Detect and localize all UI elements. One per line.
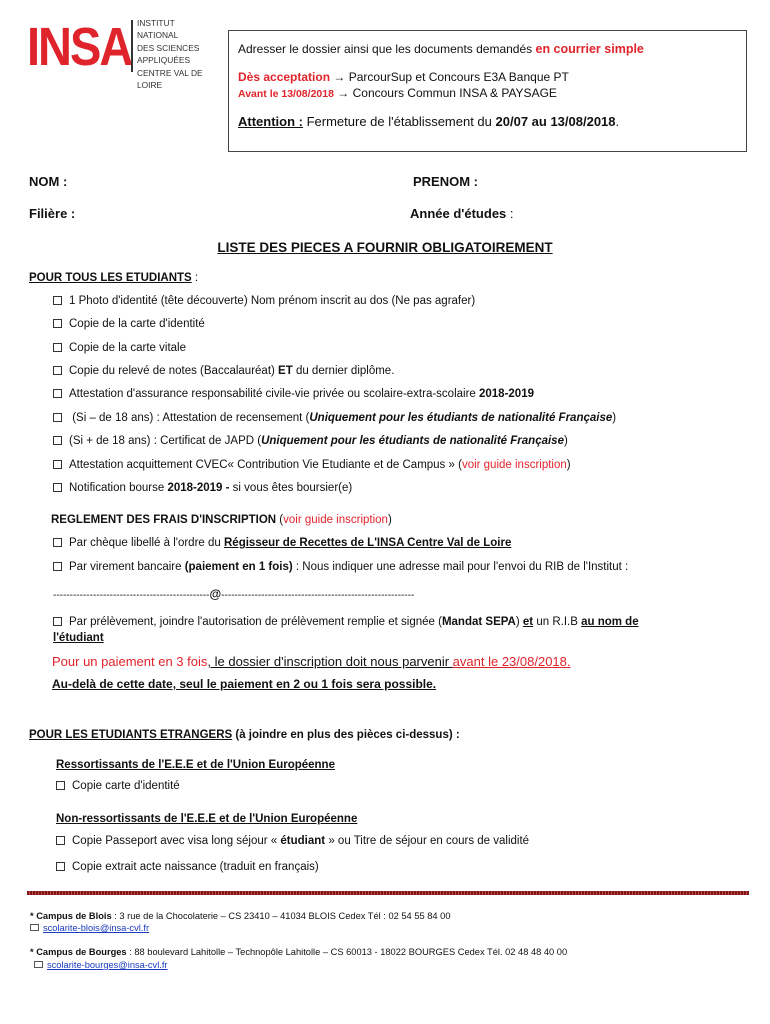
payment-option-transfer[interactable]: Par virement bancaire (paiement en 1 fois) : Nous indiquer une adresse mail pour l'envoi du RIB de l'Institut : [53,561,628,573]
checkbox[interactable] [53,366,62,375]
checkbox[interactable] [53,436,62,445]
checklist-item-eu-id[interactable]: Copie carte d'identité [56,780,180,792]
checkbox[interactable] [53,413,62,422]
checkbox[interactable] [56,781,65,790]
checkbox[interactable] [53,343,62,352]
checkbox[interactable] [53,296,62,305]
annee-field-label: Année d'études : [410,206,514,221]
checkbox[interactable] [53,538,62,547]
shipping-info-box [228,30,747,152]
logo-wordmark: INSA [27,15,132,77]
eu-heading: Ressortissants de l'E.E.E et de l'Union Européenne [56,759,335,771]
checkbox[interactable] [53,483,62,492]
direct-debit-line2: l'étudiant [53,632,104,644]
checklist-item-vitale-card[interactable]: Copie de la carte vitale [53,342,186,354]
page-title: LISTE DES PIECES A FOURNIR OBLIGATOIREMENT [217,240,553,255]
blois-email-link[interactable]: scolarite-blois@insa-cvl.fr [43,923,150,933]
shipping-instruction: Adresser le dossier ainsi que les documents demandés en courrier simple [238,42,644,56]
installment-warning: Au-delà de cette date, seul le paiement en 2 ou 1 fois sera possible. [52,677,437,691]
checklist-item-id-card[interactable]: Copie de la carte d'identité [53,318,205,330]
checklist-item-cvec[interactable]: Attestation acquittement CVEC« Contribution Vie Etudiante et de Campus » (voir guide inscription) [53,459,571,471]
nom-field-label: NOM : [29,174,68,189]
checklist-item-photo[interactable]: 1 Photo d'identité (tête découverte) Nom prénom inscrit au dos (Ne pas agrafer) [53,295,475,307]
acceptance-line: Dès acceptation → ParcourSup et Concours E3A Banque PT [238,70,569,84]
all-students-heading: POUR TOUS LES ETUDIANTS : [29,272,199,284]
non-eu-heading: Non-ressortissants de l'E.E.E et de l'Union Européenne [56,813,358,825]
footer-divider [27,891,749,895]
checklist-item-passport[interactable]: Copie Passeport avec visa long séjour « étudiant » ou Titre de séjour en cours de validité [56,835,529,847]
checkbox[interactable] [53,319,62,328]
envelope-icon [34,961,43,968]
payment-option-cheque[interactable]: Par chèque libellé à l'ordre du Régisseur de Recettes de L'INSA Centre Val de Loire [53,537,511,549]
installment-note: Pour un paiement en 3 fois, le dossier d'inscription doit nous parvenir avant le 23/08/2018. [52,654,571,669]
prenom-field-label: PRENOM : [413,174,478,189]
checklist-item-transcript[interactable]: Copie du relevé de notes (Baccalauréat) ET du dernier diplôme. [53,365,394,377]
checklist-item-scholarship[interactable]: Notification bourse 2018-2019 - si vous êtes boursier(e) [53,482,352,494]
deadline-line: Avant le 13/08/2018 → Concours Commun INSA & PAYSAGE [238,86,557,100]
filiere-field-label: Filière : [29,206,76,221]
checklist-item-census[interactable]: (Si – de 18 ans) : Attestation de recensement (Uniquement pour les étudiants de nationalité Française) [53,412,616,424]
logo-separator [131,20,133,72]
checklist-item-birth-certificate[interactable]: Copie extrait acte naissance (traduit en français) [56,861,319,873]
checklist-item-japd[interactable]: (Si + de 18 ans) : Certificat de JAPD (Uniquement pour les étudiants de nationalité Française) [53,435,568,447]
checkbox[interactable] [53,617,62,626]
footer-blois-email[interactable] [30,923,149,933]
footer-blois: * Campus de Blois : 3 rue de la Chocolaterie – CS 23410 – 41034 BLOIS Cedex Tél : 02 54 55 84 00 [30,911,451,921]
closure-notice: Attention : Fermeture de l'établissement du 20/07 au 13/08/2018. [238,114,620,129]
bourges-email-link[interactable]: scolarite-bourges@insa-cvl.fr [47,960,168,970]
checkbox[interactable] [53,460,62,469]
checkbox[interactable] [53,389,62,398]
checkbox[interactable] [56,836,65,845]
checklist-item-insurance[interactable]: Attestation d'assurance responsabilité civile-vie privée ou scolaire-extra-scolaire 2018-2019 [53,388,534,400]
email-input-line[interactable]: -----------------------------------------------@---------------------------------------------------------- [53,587,415,601]
envelope-icon [30,924,39,931]
foreign-students-heading: POUR LES ETUDIANTS ETRANGERS (à joindre en plus des pièces ci-dessus) : [29,729,460,741]
checkbox[interactable] [56,862,65,871]
footer-bourges: * Campus de Bourges : 88 boulevard Lahitolle – Technopôle Lahitolle – CS 60013 - 18022 BOURGES Cedex Tél. 02 48 48 40 00 [30,947,568,957]
logo-subtitle: INSTITUT NATIONAL DES SCIENCES APPLIQUÉES CENTRE VAL DE LOIRE [137,18,203,91]
checkbox[interactable] [53,562,62,571]
payment-option-direct-debit[interactable]: Par prélèvement, joindre l'autorisation de prélèvement remplie et signée (Mandat SEPA) et un R.I.B au nom de [53,616,639,628]
footer-bourges-email[interactable] [34,960,168,970]
payment-heading: REGLEMENT DES FRAIS D'INSCRIPTION (voir guide inscription) [51,514,392,526]
insa-logo [27,15,207,91]
